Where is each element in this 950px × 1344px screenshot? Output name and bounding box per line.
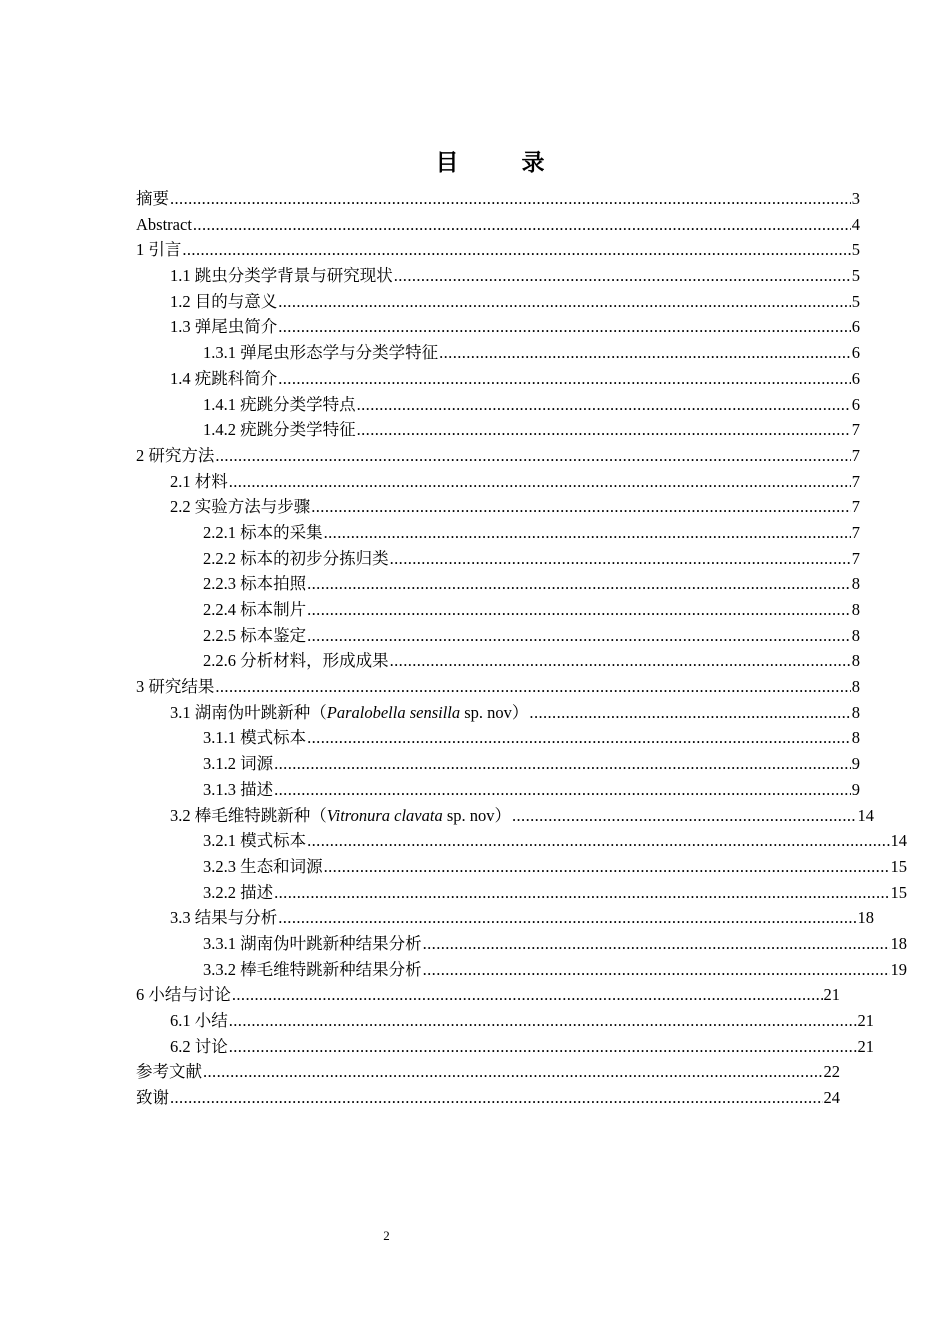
toc-entry-label: 3.2.1 模式标本 bbox=[203, 831, 307, 851]
toc-entry-page: 7 bbox=[851, 420, 860, 440]
dot-leader bbox=[439, 340, 851, 366]
toc-entry-page: 15 bbox=[890, 856, 907, 876]
toc-entry-acknowledgements[interactable] bbox=[136, 1085, 840, 1111]
toc-entry-label: 参考文献 bbox=[136, 1062, 202, 1082]
toc-entry-1-4-2[interactable] bbox=[136, 417, 860, 443]
species-name: Paralobella sensilla bbox=[326, 702, 461, 722]
toc-entry-1-3[interactable] bbox=[136, 314, 860, 340]
dot-leader bbox=[278, 314, 851, 340]
toc-entry-3-1-2[interactable] bbox=[136, 751, 860, 777]
dot-leader bbox=[274, 777, 851, 803]
toc-entry-label: 3.2.3 生态和词源 bbox=[203, 856, 323, 876]
toc-entry-page: 22 bbox=[823, 1062, 840, 1082]
toc-entry-introduction[interactable] bbox=[136, 237, 860, 263]
toc-entry-summary[interactable] bbox=[136, 982, 840, 1008]
toc-entry-3-2[interactable] bbox=[136, 803, 874, 829]
toc-entry-3-3-1[interactable] bbox=[136, 931, 907, 957]
dot-leader bbox=[170, 1085, 823, 1111]
dot-leader bbox=[307, 597, 851, 623]
toc-entry-label bbox=[170, 700, 528, 726]
dot-leader bbox=[357, 417, 851, 443]
toc-entry-page: 9 bbox=[851, 754, 860, 774]
dot-leader bbox=[307, 571, 851, 597]
toc-entry-label: 1.4 疣跳科简介 bbox=[170, 368, 278, 388]
dot-leader bbox=[278, 366, 851, 392]
toc-entry-label: 2 研究方法 bbox=[136, 445, 215, 465]
toc-entry-page: 7 bbox=[851, 548, 860, 568]
dot-leader bbox=[215, 674, 850, 700]
toc-entry-label: 3.3 结果与分析 bbox=[170, 908, 278, 928]
toc-entry-3-2-1[interactable] bbox=[136, 828, 907, 854]
toc-entry-label: 6 小结与讨论 bbox=[136, 985, 231, 1005]
toc-entry-abstract-en[interactable] bbox=[136, 212, 860, 238]
toc-entry-2-2-2[interactable] bbox=[136, 546, 860, 572]
toc-entry-6-1[interactable] bbox=[136, 1008, 874, 1034]
toc-entry-label: 1.2 目的与意义 bbox=[170, 291, 278, 311]
toc-entry-label: 摘要 bbox=[136, 189, 169, 208]
toc-entry-2-2-6[interactable] bbox=[136, 648, 860, 674]
toc-entry-abstract-cn[interactable] bbox=[136, 186, 860, 212]
toc-entry-label: 2.2.3 标本拍照 bbox=[203, 574, 307, 594]
toc-entry-label: 1.3.1 弹尾虫形态学与分类学特征 bbox=[203, 343, 439, 363]
dot-leader bbox=[512, 803, 857, 829]
toc-entry-label: 1.3 弹尾虫简介 bbox=[170, 317, 278, 337]
toc-entry-results[interactable] bbox=[136, 674, 860, 700]
dot-leader bbox=[307, 623, 851, 649]
toc-entry-page: 18 bbox=[890, 933, 907, 953]
toc-entry-3-2-2[interactable] bbox=[136, 880, 907, 906]
toc-entry-page: 7 bbox=[851, 522, 860, 542]
toc-entry-1-3-1[interactable] bbox=[136, 340, 860, 366]
dot-leader bbox=[324, 854, 890, 880]
toc-entry-page: 8 bbox=[851, 728, 860, 748]
toc-entry-label: 3 研究结果 bbox=[136, 677, 215, 697]
toc-entry-1-4[interactable] bbox=[136, 366, 860, 392]
toc-entry-2-1[interactable] bbox=[136, 469, 860, 495]
species-name: Vitronura clavata bbox=[326, 805, 443, 825]
toc-entry-page: 7 bbox=[851, 497, 860, 517]
dot-leader bbox=[193, 212, 851, 238]
dot-leader bbox=[215, 443, 850, 469]
footer-page-number: 2 bbox=[383, 1228, 390, 1243]
toc-entry-page: 9 bbox=[851, 779, 860, 799]
toc-entry-label: 1 引言 bbox=[136, 240, 182, 260]
toc-entry-label: 1.4.2 疣跳分类学特征 bbox=[203, 420, 356, 440]
dot-leader bbox=[324, 520, 851, 546]
toc-entry-3-3-2[interactable] bbox=[136, 957, 907, 983]
toc-entry-3-1[interactable] bbox=[136, 700, 860, 726]
dot-leader bbox=[229, 1034, 857, 1060]
label-prefix: 3.1 湖南伪叶跳新种（ bbox=[170, 702, 327, 722]
toc-entry-page: 7 bbox=[851, 471, 860, 491]
dot-leader bbox=[182, 237, 850, 263]
toc-entry-label bbox=[170, 803, 511, 829]
toc-entry-3-1-3[interactable] bbox=[136, 777, 860, 803]
toc-entry-2-2[interactable] bbox=[136, 494, 860, 520]
toc-entry-page: 14 bbox=[857, 805, 874, 825]
toc-entry-label: 3.2.2 描述 bbox=[203, 882, 274, 902]
toc-entry-1-4-1[interactable] bbox=[136, 392, 860, 418]
toc-list bbox=[136, 186, 907, 1111]
toc-entry-label: 2.2.2 标本的初步分拣归类 bbox=[203, 548, 389, 568]
toc-entry-label: 6.2 讨论 bbox=[170, 1036, 228, 1056]
toc-entry-3-1-1[interactable] bbox=[136, 725, 860, 751]
toc-title: 目 录 bbox=[435, 150, 565, 175]
toc-entry-label: 3.3.2 棒毛维特跳新种结果分析 bbox=[203, 959, 422, 979]
dot-leader bbox=[529, 700, 850, 726]
toc-entry-page: 14 bbox=[890, 831, 907, 851]
toc-entry-6-2[interactable] bbox=[136, 1034, 874, 1060]
dot-leader bbox=[278, 905, 856, 931]
dot-leader bbox=[307, 725, 851, 751]
toc-entry-page: 5 bbox=[851, 291, 860, 311]
dot-leader bbox=[274, 880, 889, 906]
label-prefix: 3.2 棒毛维特跳新种（ bbox=[170, 805, 327, 825]
toc-entry-2-2-1[interactable] bbox=[136, 520, 860, 546]
toc-entry-page: 8 bbox=[851, 600, 860, 619]
toc-entry-label: 2.2.6 分析材料，形成成果 bbox=[203, 651, 389, 671]
toc-entry-page: 19 bbox=[890, 959, 907, 979]
toc-entry-page: 4 bbox=[851, 214, 860, 234]
toc-entry-label: Abstract bbox=[136, 214, 192, 234]
toc-entry-1-1[interactable] bbox=[136, 263, 860, 289]
toc-entry-page: 15 bbox=[890, 882, 907, 902]
toc-entry-page: 21 bbox=[857, 1011, 874, 1030]
dot-leader bbox=[357, 392, 851, 418]
toc-entry-page: 8 bbox=[851, 651, 860, 671]
label-suffix: sp. nov） bbox=[442, 805, 511, 825]
toc-entry-label: 2.2.5 标本鉴定 bbox=[203, 625, 307, 645]
toc-entry-page: 6 bbox=[851, 317, 860, 337]
toc-entry-2-2-4[interactable] bbox=[136, 597, 860, 623]
toc-entry-page: 21 bbox=[857, 1036, 874, 1056]
dot-leader bbox=[203, 1059, 823, 1085]
toc-entry-label: 3.1.2 词源 bbox=[203, 754, 274, 774]
dot-leader bbox=[394, 263, 851, 289]
toc-entry-page: 8 bbox=[851, 677, 860, 697]
dot-leader bbox=[311, 494, 851, 520]
toc-entry-page: 7 bbox=[851, 445, 860, 465]
toc-entry-label: 致谢 bbox=[136, 1088, 169, 1108]
dot-leader bbox=[390, 648, 851, 674]
toc-entry-label: 3.1.1 模式标本 bbox=[203, 728, 307, 748]
toc-entry-page: 8 bbox=[851, 625, 860, 645]
toc-entry-page: 5 bbox=[851, 240, 860, 260]
toc-entry-label: 2.2 实验方法与步骤 bbox=[170, 497, 311, 517]
toc-entry-page: 6 bbox=[851, 343, 860, 363]
toc-entry-page: 5 bbox=[851, 266, 860, 286]
toc-entry-page: 6 bbox=[851, 394, 860, 414]
toc-entry-page: 3 bbox=[851, 189, 860, 208]
toc-entry-page: 21 bbox=[823, 985, 840, 1005]
toc-entry-label: 1.4.1 疣跳分类学特点 bbox=[203, 394, 356, 414]
dot-leader bbox=[232, 982, 823, 1008]
toc-entry-label: 2.2.4 标本制片 bbox=[203, 600, 307, 619]
dot-leader bbox=[307, 828, 889, 854]
toc-entry-page: 18 bbox=[857, 908, 874, 928]
toc-entry-2-2-3[interactable] bbox=[136, 571, 860, 597]
dot-leader bbox=[229, 469, 851, 495]
toc-entry-2-2-5[interactable] bbox=[136, 623, 860, 649]
dot-leader bbox=[278, 289, 851, 315]
toc-entry-references[interactable] bbox=[136, 1059, 840, 1085]
toc-entry-page: 8 bbox=[851, 702, 860, 722]
toc-entry-page: 6 bbox=[851, 368, 860, 388]
toc-entry-label: 2.2.1 标本的采集 bbox=[203, 522, 323, 542]
toc-entry-3-3[interactable] bbox=[136, 905, 874, 931]
toc-entry-label: 6.1 小结 bbox=[170, 1011, 228, 1030]
dot-leader bbox=[423, 931, 890, 957]
dot-leader bbox=[274, 751, 851, 777]
toc-entry-page: 8 bbox=[851, 574, 860, 594]
label-suffix: sp. nov） bbox=[460, 702, 529, 722]
toc-entry-1-2[interactable] bbox=[136, 289, 860, 315]
dot-leader bbox=[170, 186, 851, 212]
toc-entry-label: 1.1 跳虫分类学背景与研究现状 bbox=[170, 266, 393, 286]
dot-leader bbox=[229, 1008, 857, 1034]
toc-entry-label: 3.1.3 描述 bbox=[203, 779, 274, 799]
toc-entry-label: 2.1 材料 bbox=[170, 471, 228, 491]
toc-entry-3-2-3[interactable] bbox=[136, 854, 907, 880]
toc-entry-label: 3.3.1 湖南伪叶跳新种结果分析 bbox=[203, 933, 422, 953]
toc-entry-page: 24 bbox=[823, 1088, 840, 1108]
dot-leader bbox=[423, 957, 890, 983]
toc-entry-methods[interactable] bbox=[136, 443, 860, 469]
dot-leader bbox=[390, 546, 851, 572]
